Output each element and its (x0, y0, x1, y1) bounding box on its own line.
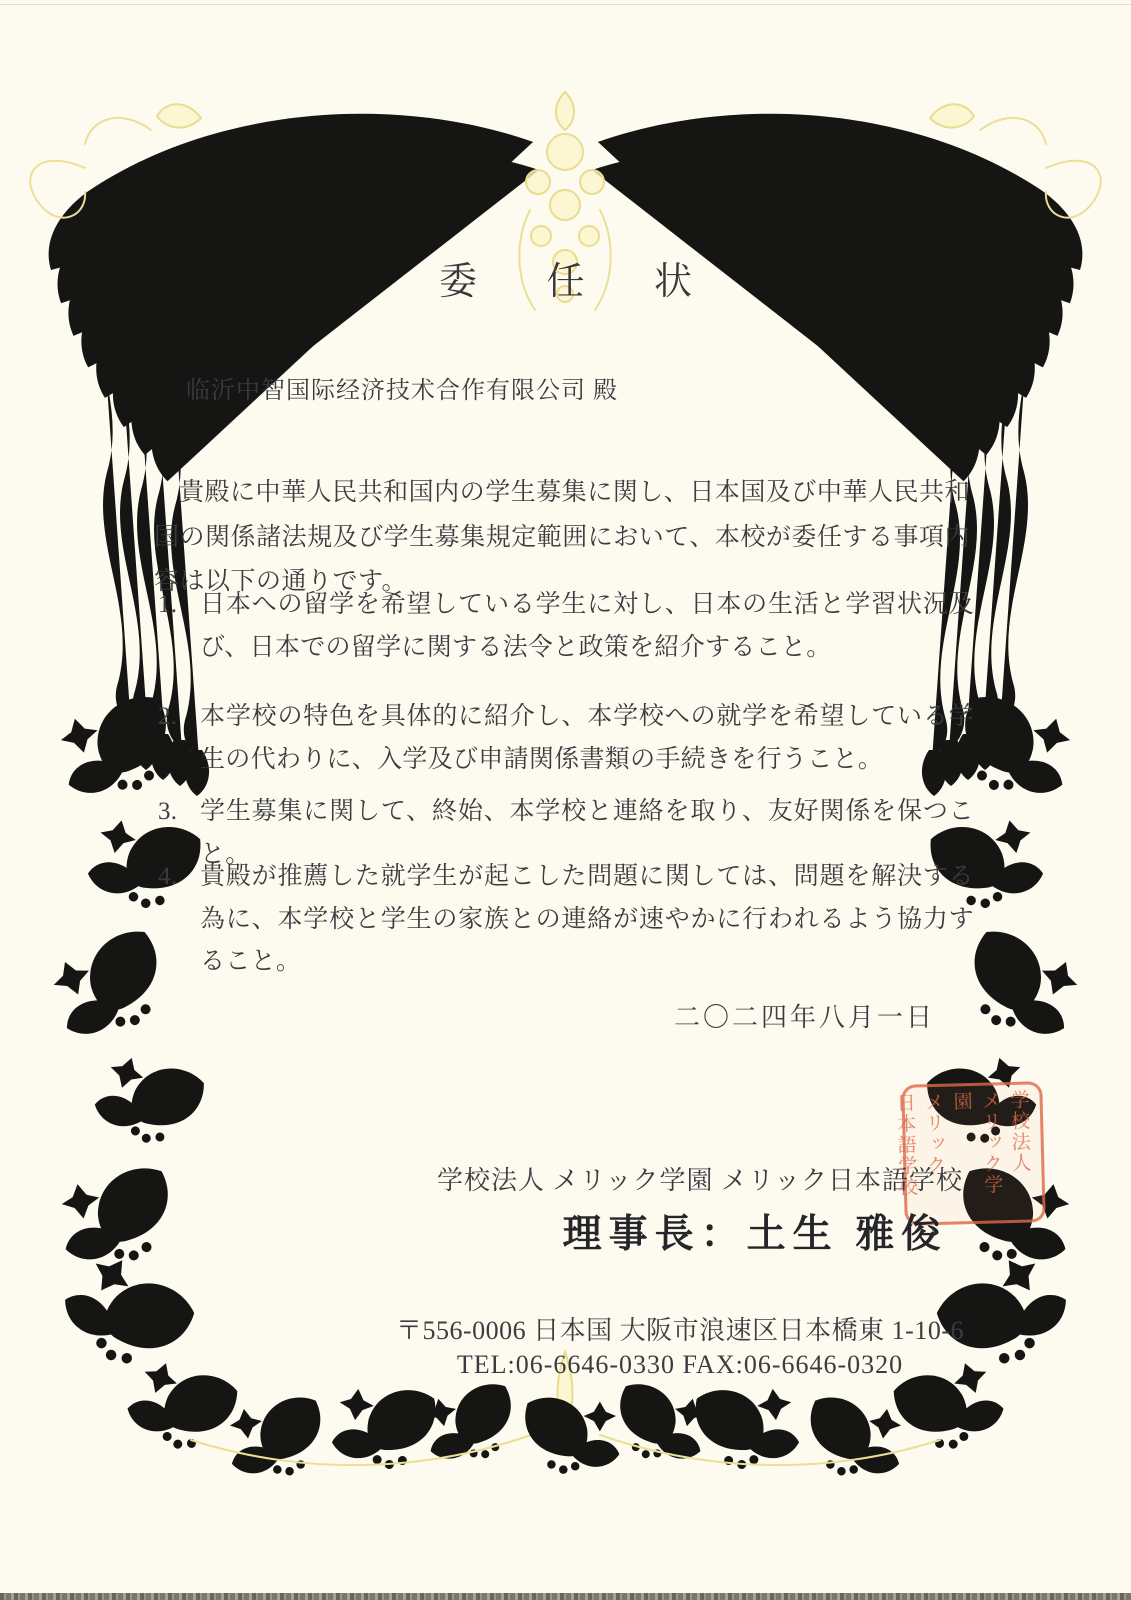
seal-column: 日本語学校 (893, 1092, 919, 1199)
item-number: 2. (158, 703, 178, 730)
seal-column: メリック (921, 1091, 947, 1177)
numbered-item-2 (158, 696, 974, 781)
seal-column: メリック学園 (950, 1090, 1004, 1196)
item-text: 日本への留学を希望している学生に対し、日本の生活と学習状況及び、日本での留学に関する法令と政策を紹介すること。 (200, 591, 974, 661)
addressee-line: 临沂中智国际经济技术合作有限公司 殿 (186, 378, 618, 404)
numbered-item-4 (158, 856, 974, 984)
document-title: 委 任 状 (438, 261, 712, 303)
scan-edge-strip (0, 1593, 1131, 1600)
item-text: 学生募集に関して、終始、本学校と連絡を取り、友好関係を保つこと。 (200, 798, 974, 868)
tel-fax-line: TEL:06-6646-0330 FAX:06-6646-0320 (456, 1350, 904, 1379)
item-text: 本学校の特色を具体的に紹介し、本学校への就学を希望している学生の代わりに、入学及び申請関係書類の手続きを行うこと。 (200, 703, 974, 773)
item-number: 3. (158, 798, 178, 825)
postal-address-line: 〒556-0006 日本国 大阪市浪速区日本橋東 1-10-6 (396, 1316, 964, 1345)
date-line: 二〇二四年八月一日 (673, 1003, 935, 1032)
item-number: 4. (158, 863, 178, 890)
chairman-signature: 理事長：土生 雅俊 (562, 1213, 948, 1256)
issuer-school-line: 学校法人 メリック学園 メリック日本語学校 (437, 1166, 963, 1195)
numbered-item-1 (158, 584, 974, 669)
seal-column: 学校法人 (1007, 1089, 1032, 1175)
scan-edge-line (0, 4, 1131, 5)
item-text: 貴殿が推薦した就学生が起こした問題に関しては、問題を解決する為に、本学校と学生の家族との連絡が速やかに行われるよう協力すること。 (200, 863, 974, 975)
intro-paragraph: 貴殿に中華人民共和国内の学生募集に関し、日本国及び中華人民共和国の関係諸法規及び学生募集規定範囲において、本校が委任する事項内容は以下の通りです。 (154, 479, 970, 595)
item-number: 1. (158, 591, 178, 618)
